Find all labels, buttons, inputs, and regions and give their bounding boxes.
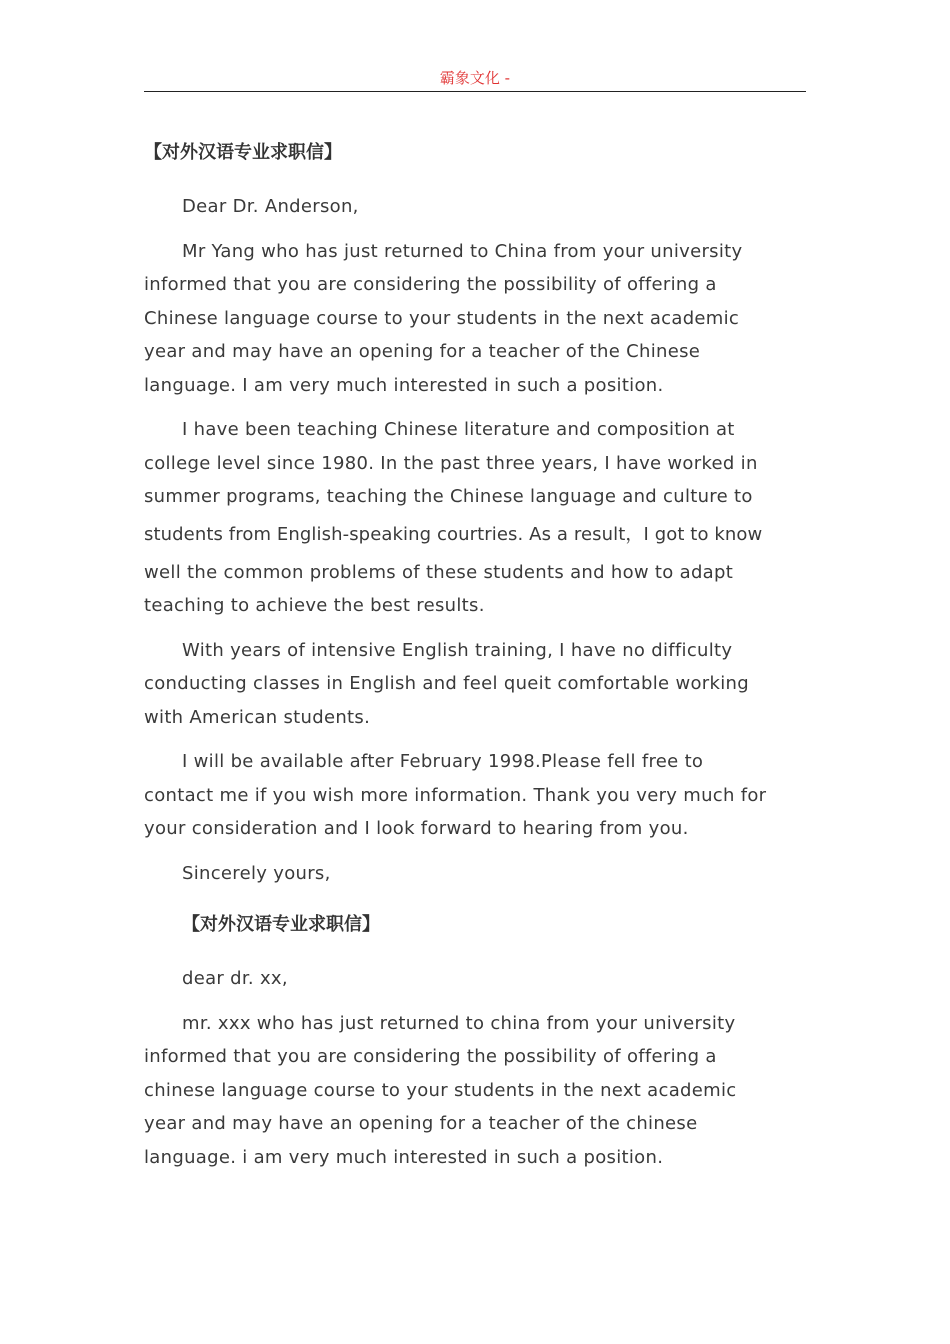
- header-text: 霸象文化 -: [439, 69, 511, 87]
- text-line: informed that you are considering the possibility of offering a: [144, 274, 717, 295]
- text-line: year and may have an opening for a teacher of the chinese: [144, 1113, 698, 1134]
- paragraph: [144, 413, 806, 623]
- text-line: contact me if you wish more information. Thank you very much for: [144, 784, 767, 806]
- section-heading: 【对外汉语专业求职信】: [144, 142, 342, 163]
- text-line: teaching to achieve the best results.: [144, 595, 485, 616]
- text-line: well the common problems of these students and how to adapt: [144, 561, 734, 583]
- text-line: year and may have an opening for a teacher of the Chinese: [144, 341, 701, 362]
- text-line: Chinese language course to your students in the next academic: [144, 307, 740, 329]
- document-body: [144, 138, 806, 1185]
- text-line: conducting classes in English and feel queit comfortable working: [144, 673, 749, 694]
- salutation: dear dr. xx,: [182, 968, 288, 989]
- paragraph: [144, 1007, 806, 1175]
- paragraph: [144, 634, 806, 735]
- text-line: with American students.: [144, 706, 371, 728]
- text-line: mr. xxx who has just returned to china from your university: [182, 1012, 736, 1034]
- text-line: students from English-speaking courtries. As a result，I got to know: [144, 523, 763, 545]
- text-line: language. I am very much interested in such a position.: [144, 374, 664, 396]
- text-line: summer programs, teaching the Chinese language and culture to: [144, 486, 753, 507]
- paragraph: [144, 745, 806, 846]
- closing: Sincerely yours,: [182, 862, 331, 884]
- section-heading: 【对外汉语专业求职信】: [182, 914, 380, 935]
- text-line: informed that you are considering the possibility of offering a: [144, 1046, 717, 1067]
- text-line: With years of intensive English training, I have no difficulty: [182, 639, 733, 661]
- text-line: I will be available after February 1998.Please fell free to: [182, 751, 704, 772]
- text-line: chinese language course to your students in the next academic: [144, 1079, 737, 1101]
- page-header: [144, 66, 806, 92]
- salutation: Dear Dr. Anderson,: [182, 196, 359, 217]
- text-line: college level since 1980. In the past three years, I have worked in: [144, 452, 758, 474]
- text-line: Mr Yang who has just returned to China from your university: [182, 240, 743, 262]
- text-line: language. i am very much interested in such a position.: [144, 1146, 664, 1168]
- text-line: your consideration and I look forward to hearing from you.: [144, 818, 689, 839]
- text-line: I have been teaching Chinese literature and composition at: [182, 419, 735, 440]
- paragraph: [144, 235, 806, 403]
